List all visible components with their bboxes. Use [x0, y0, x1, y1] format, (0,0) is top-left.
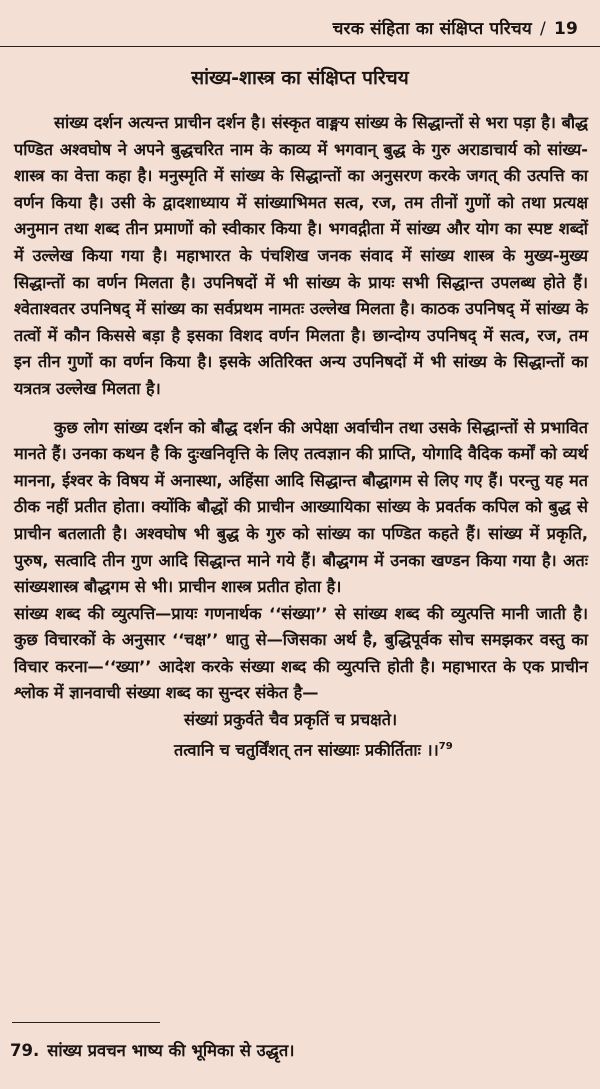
verse-line-1: संख्यां प्रकुर्वते चैव प्रकृतिं च प्रचक्षते।: [184, 710, 398, 730]
footnote-number: 79.: [10, 1041, 40, 1060]
footnote: [10, 1038, 295, 1061]
section-title: सांख्य-शास्त्र का संक्षिप्त परिचय: [191, 67, 409, 89]
footnote-rule: [12, 1022, 160, 1023]
verse-line-2-text: तत्वानि च चतुर्विंशत् तन सांख्याः प्रकीर्तिताः ।।: [174, 740, 439, 760]
etymology-paragraph: [14, 601, 588, 707]
verse: [14, 707, 588, 764]
running-head: [333, 16, 578, 39]
etymology-term: सांख्य शब्द की व्युत्पत्ति—: [14, 603, 172, 623]
page-number: 19: [553, 19, 578, 39]
footnote-text: सांख्य प्रवचन भाष्य की भूमिका से उद्धृत।: [47, 1041, 295, 1060]
verse-line-2: [174, 734, 588, 764]
footnote-reference[interactable]: 79: [438, 740, 453, 752]
header-rule: [0, 46, 600, 47]
etymology-text: प्रायः गणनार्थक ‘‘संख्या’’ से सांख्य शब्द की व्युत्पत्ति मानी जाती है। कुछ विचारकों के अनुसार ‘‘चक्ष’’ धातु से—जिसका अर्थ है, बुद्धिपूर्वक सोच समझकर वस्तु का विचार करना—‘‘ख्या’’ आदेश करके संख्या शब्द की व्युत्पत्ति होती है। महाभारत के एक प्राचीन श्लोक में ज्ञानवाची संख्या शब्द का सुन्दर संकेत है—: [14, 603, 588, 703]
running-head-title: चरक संहिता का संक्षिप्त परिचय: [332, 19, 532, 39]
body-text: [14, 110, 588, 764]
running-head-separator: /: [540, 19, 546, 39]
paragraph: सांख्य दर्शन अत्यन्त प्राचीन दर्शन है। संस्कृत वाङ्मय सांख्य के सिद्धान्तों से भरा पड़ा है। बौद्ध पण्डित अश्वघोष ने अपने बुद्धचरित नाम के काव्य में भगवान् बुद्ध के गुरु अराडाचार्य को सांख्य-शास्त्र का वेत्ता कहा है। मनुस्मृति में सांख्य के सिद्धान्तों का अनुसरण करके जगत् की उत्पत्ति का वर्णन किया है। उसी के द्वादशाध्याय में सांख्याभिमत सत्व, रज, तम तीनों गुणों को तथा प्रत्यक्ष अनुमान तथा शब्द तीन प्रमाणों को स्वीकार किया है। भगवद्गीता में सांख्य और योग का स्पष्ट शब्दों में उल्लेख किया गया है। महाभारत के पंचशिख जनक संवाद में सांख्य शास्त्र के मुख्य-मुख्य सिद्धान्तों का वर्णन मिलता है। उपनिषदों में भी सांख्य के प्रायः सभी सिद्धान्त उपलब्ध होते हैं। श्वेताश्वतर उपनिषद् में सांख्य का सर्वप्रथम नामतः उल्लेख मिलता है। काठक उपनिषद् में सांख्य के तत्वों में कौन किससे बड़ा है इसका विशद वर्णन मिलता है। छान्दोग्य उपनिषद् में सत्व, रज, तम इन तीन गुणों का वर्णन किया है। इसके अतिरिक्त अन्य उपनिषदों में भी सांख्य के सिद्धान्तों का यत्रतत्र उल्लेख मिलता है।: [14, 113, 588, 398]
paragraph: कुछ लोग सांख्य दर्शन को बौद्ध दर्शन की अपेक्षा अर्वाचीन तथा उसके सिद्धान्तों से प्रभावित मानते हैं। उनका कथन है कि दुःखनिवृत्ति के लिए तत्वज्ञान की प्राप्ति, योगादि वैदिक कर्मों को व्यर्थ मानना, ईश्वर के विषय में अनास्था, अहिंसा आदि सिद्धान्त बौद्धागम से लिए गए हैं। परन्तु यह मत ठीक नहीं प्रतीत होता। क्योंकि बौद्धों की प्राचीन आख्यायिका सांख्य के प्रवर्तक कपिल को बुद्ध से प्राचीन बतलाती है। अश्वघोष भी बुद्ध के गुरु को सांख्य का पण्डित कहते हैं। सांख्य में प्रकृति, पुरुष, सत्वादि तीन गुण आदि सिद्धान्त माने गये हैं। बौद्धगम में उनका खण्डन किया गया है। अतः सांख्यशास्त्र बौद्धगम से भी। प्राचीन शास्त्र प्रतीत होता है।: [14, 417, 588, 597]
